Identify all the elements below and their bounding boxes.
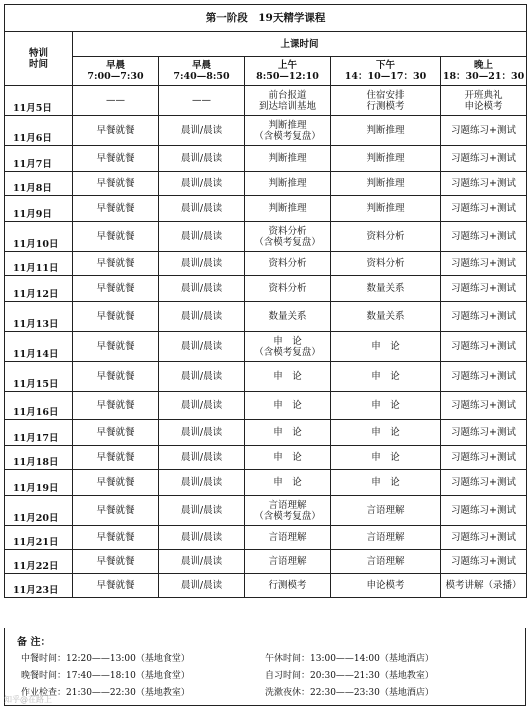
schedule-cell [73,574,159,598]
schedule-row [5,252,527,276]
cell-line: 申 论 [273,335,302,347]
period-name: 上午 [277,60,297,71]
row-date: 11月13日 [5,302,73,332]
period-name: 早晨 [105,60,125,71]
cell-line: 习题练习+测试 [451,178,517,189]
cell-line: —— [106,95,125,106]
schedule-cell [441,222,527,252]
schedule-cell [441,420,527,446]
cell-line: 申 论 [273,452,302,463]
schedule-cell [331,574,441,598]
cell-line: （含模考复盘） [254,130,321,142]
period-time: 7:00—7:30 [87,71,144,82]
cell-line: 早餐就餐 [96,203,135,214]
cell-line: 判断推理 [366,153,405,164]
schedule-cell [331,222,441,252]
schedule-cell [245,252,331,276]
cell-line: 言语理解 [366,556,405,567]
schedule-cell [159,276,245,302]
schedule-row [5,496,527,526]
row-date: 11月22日 [5,550,73,574]
schedule-cell [159,420,245,446]
cell-line: 模考讲解（录播） [445,580,522,591]
schedule-cell [441,252,527,276]
schedule-row [5,392,527,420]
cell-line: 数量关系 [366,311,405,322]
row-date: 11月17日 [5,420,73,446]
schedule-cell [441,446,527,470]
schedule-cell [159,574,245,598]
cell-line: 习题练习+测试 [451,231,517,242]
schedule-row [5,302,527,332]
schedule-table [4,4,527,598]
row-date: 11月16日 [5,392,73,420]
cell-line: 晨训/晨读 [180,427,223,438]
schedule-cell [331,550,441,574]
note-nap: 午休时间：13:00——14:00（基地酒店） [265,654,434,664]
schedule-cell [441,526,527,550]
schedule-cell [245,86,331,116]
schedule-cell [331,470,441,496]
cell-line: 早餐就餐 [96,125,135,136]
cell-line: 申 论 [371,371,400,382]
cell-line: 判断推理 [268,203,307,214]
schedule-cell [73,146,159,172]
cell-line: 习题练习+测试 [451,341,517,352]
schedule-row [5,86,527,116]
row-date: 11月19日 [5,470,73,496]
schedule-row [5,470,527,496]
cell-line: 申 论 [273,427,302,438]
schedule-sheet [4,4,526,598]
schedule-row [5,526,527,550]
row-date: 11月12日 [5,276,73,302]
cell-line: 习题练习+测试 [451,203,517,214]
notes-section [4,628,526,706]
schedule-cell [73,420,159,446]
cell-line: 判断推理 [268,119,307,131]
cell-line: 晨训/晨读 [180,477,223,488]
cell-line: 申 论 [371,341,400,352]
cell-line: 晨训/晨读 [180,452,223,463]
cell-line: 晨训/晨读 [180,371,223,382]
note-dinner: 晚餐时间：17:40——18:10（基地食堂） [21,671,190,681]
cell-line: 判断推理 [268,153,307,164]
schedule-cell [245,222,331,252]
training-time-line1: 特训 [28,47,48,59]
schedule-cell [73,222,159,252]
schedule-cell [245,446,331,470]
cell-line: 申 论 [371,400,400,411]
schedule-cell [441,496,527,526]
cell-line: 早餐就餐 [96,580,135,591]
schedule-cell [73,172,159,196]
schedule-cell [73,526,159,550]
schedule-cell [159,332,245,362]
row-date: 11月7日 [5,146,73,172]
schedule-row [5,146,527,172]
schedule-cell [159,526,245,550]
cell-line: 晨训/晨读 [180,153,223,164]
schedule-cell [73,332,159,362]
cell-line: 到达培训基地 [258,100,316,112]
cell-line: 早餐就餐 [96,178,135,189]
cell-line: 早餐就餐 [96,400,135,411]
schedule-cell [245,574,331,598]
cell-line: 申 论 [273,371,302,382]
cell-line: 习题练习+测试 [451,505,517,516]
schedule-cell [331,302,441,332]
cell-line: 言语理解 [366,505,405,516]
cell-line: 习题练习+测试 [451,452,517,463]
schedule-cell [331,392,441,420]
schedule-cell [245,392,331,420]
schedule-cell [159,496,245,526]
row-date: 11月20日 [5,496,73,526]
schedule-cell [159,470,245,496]
schedule-cell [441,470,527,496]
schedule-cell [245,470,331,496]
cell-line: 早餐就餐 [96,505,135,516]
schedule-cell [441,302,527,332]
schedule-cell [73,276,159,302]
cell-line: 行测模考 [366,100,405,112]
cell-line: 晨训/晨读 [180,231,223,242]
period-time: 14：10—17：30 [344,71,427,82]
schedule-cell [73,302,159,332]
schedule-cell [331,332,441,362]
cell-line: 晨训/晨读 [180,341,223,352]
cell-line: 早餐就餐 [96,283,135,294]
schedule-cell [441,172,527,196]
schedule-cell [331,196,441,222]
period-name: 晚上 [474,60,494,71]
schedule-cell [331,276,441,302]
schedule-cell [159,116,245,146]
cell-line: 言语理解 [366,532,405,543]
schedule-row [5,362,527,392]
cell-line: 习题练习+测试 [451,153,517,164]
cell-line: 晨训/晨读 [180,505,223,516]
cell-line: 习题练习+测试 [451,400,517,411]
schedule-cell [441,392,527,420]
cell-line: 申 论 [371,477,400,488]
period-header [73,57,159,86]
cell-line: 晨训/晨读 [180,203,223,214]
cell-line: 开班典礼 [464,89,503,101]
row-date: 11月15日 [5,362,73,392]
schedule-cell [73,362,159,392]
period-header [331,57,441,86]
row-date: 11月5日 [5,86,73,116]
schedule-cell [159,252,245,276]
period-header [245,57,331,86]
cell-line: 早餐就餐 [96,477,135,488]
cell-line: 习题练习+测试 [451,371,517,382]
schedule-cell [73,252,159,276]
schedule-cell [245,526,331,550]
schedule-body [5,86,527,598]
row-date: 11月8日 [5,172,73,196]
schedule-cell [245,362,331,392]
cell-line: 习题练习+测试 [451,427,517,438]
row-date: 11月6日 [5,116,73,146]
period-time: 18：30—21：30 [442,71,525,82]
cell-line: 早餐就餐 [96,231,135,242]
schedule-cell [245,116,331,146]
note-homework: 作业检查：21:30——22:30（基地教室） [21,688,190,698]
cell-line: 习题练习+测试 [451,311,517,322]
period-time: 8:50—12:10 [256,71,319,82]
schedule-cell [245,196,331,222]
schedule-row [5,172,527,196]
note-night-rest: 洗漱夜休：22:30——23:30（基地酒店） [265,688,434,698]
schedule-cell [331,362,441,392]
cell-line: 习题练习+测试 [451,556,517,567]
cell-line: 早餐就餐 [96,153,135,164]
row-date: 11月18日 [5,446,73,470]
schedule-row [5,550,527,574]
schedule-cell [159,172,245,196]
cell-line: 判断推理 [366,125,405,136]
schedule-cell [245,550,331,574]
schedule-cell [245,332,331,362]
cell-line: 资料分析 [268,283,307,294]
cell-line: 资料分析 [366,231,405,242]
cell-line: 习题练习+测试 [451,532,517,543]
cell-line: 资料分析 [268,225,307,237]
note-lunch: 中餐时间：12:20——13:00（基地食堂） [21,654,190,664]
cell-line: 晨训/晨读 [180,400,223,411]
cell-line: 数量关系 [366,283,405,294]
cell-line: 前台报道 [268,89,307,101]
schedule-cell [331,172,441,196]
schedule-cell [245,172,331,196]
schedule-cell [441,146,527,172]
schedule-row [5,196,527,222]
cell-line: 晨训/晨读 [180,580,223,591]
period-name: 早晨 [191,60,211,71]
cell-line: 晨训/晨读 [180,532,223,543]
schedule-cell [73,496,159,526]
schedule-cell [159,362,245,392]
row-date: 11月11日 [5,252,73,276]
cell-line: 习题练习+测试 [451,125,517,136]
cell-line: 早餐就餐 [96,532,135,543]
schedule-cell [73,392,159,420]
cell-line: 早餐就餐 [96,258,135,269]
cell-line: 申 论 [273,477,302,488]
cell-line: （含模考复盘） [254,510,321,522]
schedule-row [5,420,527,446]
schedule-row [5,116,527,146]
training-time-line2: 时间 [28,58,48,70]
cell-line: 习题练习+测试 [451,258,517,269]
schedule-cell [159,196,245,222]
schedule-cell [331,116,441,146]
cell-line: 申 论 [371,427,400,438]
notes-title: 备 注： [17,637,51,648]
cell-line: 晨训/晨读 [180,125,223,136]
schedule-title: 第一阶段 19天精学课程 [5,5,527,32]
cell-line: 判断推理 [268,178,307,189]
schedule-cell [245,496,331,526]
schedule-cell [441,362,527,392]
schedule-row [5,222,527,252]
schedule-cell [73,470,159,496]
schedule-cell [441,332,527,362]
training-time-header [5,32,73,86]
schedule-cell [441,276,527,302]
note-self-study: 自习时间：20:30——21:30（基地教室） [265,671,434,681]
period-header [441,57,527,86]
cell-line: 早餐就餐 [96,427,135,438]
schedule-cell [73,550,159,574]
cell-line: 申论模考 [464,100,503,112]
schedule-cell [73,116,159,146]
row-date: 11月14日 [5,332,73,362]
schedule-cell [331,446,441,470]
cell-line: 申 论 [371,452,400,463]
class-time-header: 上课时间 [73,32,527,57]
schedule-cell [73,86,159,116]
schedule-cell [159,86,245,116]
schedule-cell [331,252,441,276]
schedule-cell [441,116,527,146]
row-date: 11月10日 [5,222,73,252]
period-header [159,57,245,86]
cell-line: 早餐就餐 [96,452,135,463]
cell-line: （含模考复盘） [254,346,321,358]
cell-line: 言语理解 [268,532,307,543]
cell-line: 资料分析 [268,258,307,269]
cell-line: 言语理解 [268,499,307,511]
cell-line: 早餐就餐 [96,311,135,322]
cell-line: 申论模考 [366,580,405,591]
schedule-cell [331,496,441,526]
schedule-cell [331,86,441,116]
schedule-cell [159,392,245,420]
schedule-cell [159,302,245,332]
period-name: 下午 [375,60,395,71]
cell-line: 判断推理 [366,178,405,189]
schedule-cell [245,420,331,446]
schedule-cell [73,446,159,470]
cell-line: 数量关系 [268,311,307,322]
schedule-cell [245,276,331,302]
schedule-cell [441,574,527,598]
cell-line: 早餐就餐 [96,556,135,567]
schedule-cell [245,146,331,172]
cell-line: 晨训/晨读 [180,283,223,294]
schedule-cell [441,196,527,222]
cell-line: 早餐就餐 [96,371,135,382]
schedule-cell [159,146,245,172]
cell-line: 行测模考 [268,580,307,591]
cell-line: 言语理解 [268,556,307,567]
schedule-cell [245,302,331,332]
schedule-cell [73,196,159,222]
cell-line: 晨训/晨读 [180,311,223,322]
cell-line: 晨训/晨读 [180,556,223,567]
cell-line: 申 论 [273,400,302,411]
cell-line: 判断推理 [366,203,405,214]
schedule-cell [331,420,441,446]
schedule-cell [159,446,245,470]
row-date: 11月23日 [5,574,73,598]
cell-line: 习题练习+测试 [451,283,517,294]
schedule-cell [159,222,245,252]
row-date: 11月21日 [5,526,73,550]
row-date: 11月9日 [5,196,73,222]
schedule-cell [331,146,441,172]
schedule-row [5,446,527,470]
schedule-row [5,276,527,302]
schedule-row [5,332,527,362]
cell-line: 早餐就餐 [96,341,135,352]
schedule-cell [331,526,441,550]
cell-line: —— [192,95,211,106]
watermark: 知乎@在路上 [4,695,52,704]
cell-line: 晨训/晨读 [180,258,223,269]
cell-line: 晨训/晨读 [180,178,223,189]
schedule-cell [441,550,527,574]
period-time: 7:40—8:50 [173,71,230,82]
schedule-cell [441,86,527,116]
schedule-row [5,574,527,598]
cell-line: （含模考复盘） [254,236,321,248]
schedule-cell [159,550,245,574]
cell-line: 资料分析 [366,258,405,269]
cell-line: 住宿安排 [366,89,405,101]
cell-line: 习题练习+测试 [451,477,517,488]
